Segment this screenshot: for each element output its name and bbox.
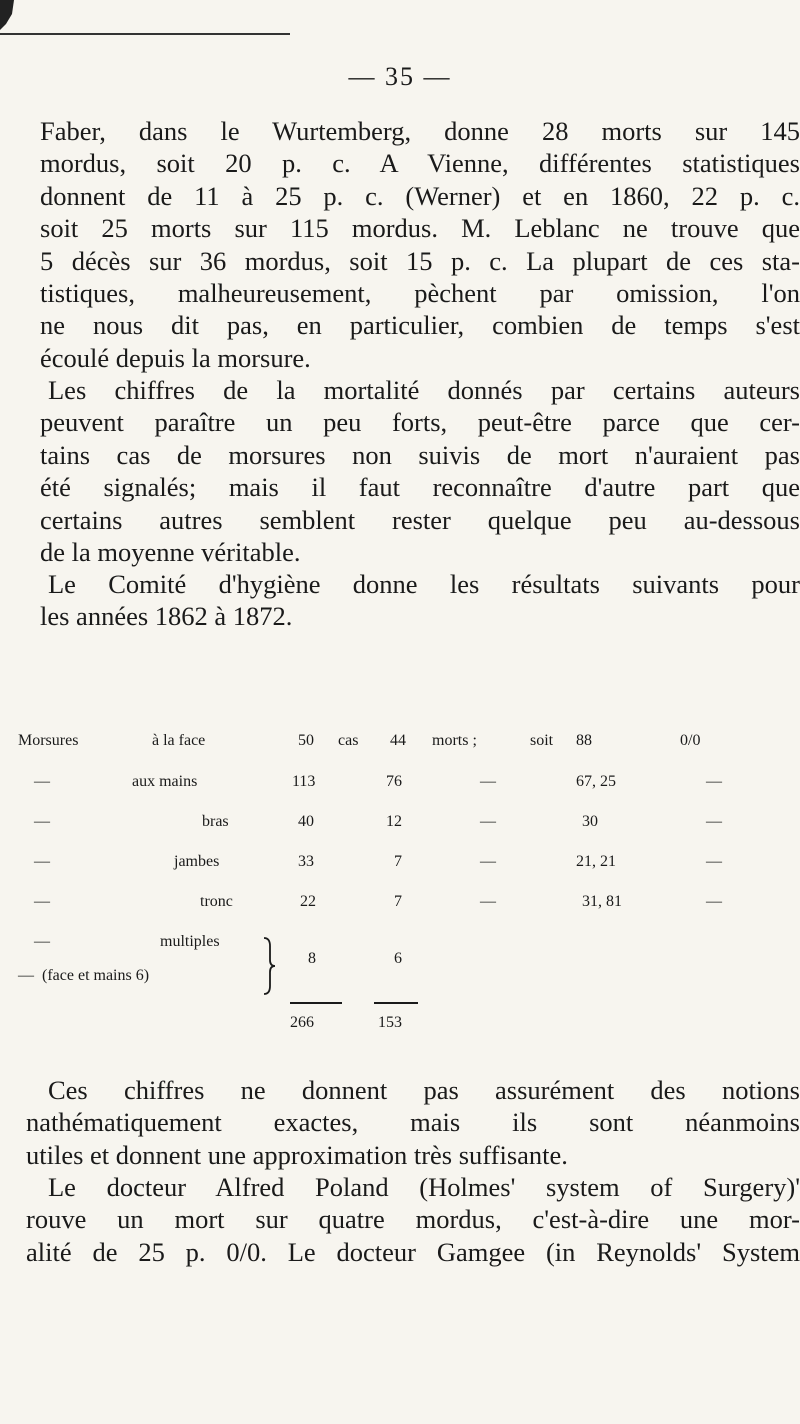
text-line: été signalés; mais il faut reconnaître d'autre part que <box>40 472 800 503</box>
scan-edge-mark <box>0 0 300 38</box>
paragraph-2 <box>40 374 800 568</box>
cases-value: 40 <box>298 813 314 830</box>
cases-value: 33 <box>298 853 314 870</box>
text-line: Les chiffres de la mortalité donnés par certains auteurs <box>48 375 800 405</box>
cases-word: cas <box>338 732 359 749</box>
cases-value: 50 <box>298 732 314 749</box>
deaths-value: 7 <box>394 853 402 870</box>
text-line: peuvent paraître un peu forts, peut-être parce que cer- <box>40 407 800 438</box>
text-line: Faber, dans le Wurtemberg, donne 28 morts sur 145 <box>40 116 800 146</box>
percent-unit: — <box>706 893 722 910</box>
text-line: ne nous dit pas, en particulier, combien de temps s'est <box>40 310 800 341</box>
cases-total: 266 <box>290 1014 314 1031</box>
brace-icon <box>262 936 276 996</box>
text-line: utiles et donnent une approximation très suffisante. <box>26 1139 568 1170</box>
percent-unit: 0/0 <box>680 732 701 749</box>
text-line: Le docteur Alfred Poland (Holmes' system of Surgery)' <box>48 1172 800 1202</box>
row-prefix: — <box>18 967 34 984</box>
cases-value: 8 <box>308 950 316 967</box>
row-prefix: — <box>34 813 50 830</box>
soit-word: soit <box>530 732 554 749</box>
text-line: tains cas de morsures non suivis de mort n'auraient pas <box>40 439 800 470</box>
dash: — <box>480 773 496 790</box>
paragraph-4 <box>26 1074 800 1171</box>
text-line: rouve un mort sur quatre mordus, c'est-à-dire une mor- <box>26 1204 800 1235</box>
text-line: Le Comité d'hygiène donne les résultats suivants pour <box>48 569 800 599</box>
row-prefix: Morsures <box>18 732 79 749</box>
row-label: (face et mains 6) <box>42 967 150 984</box>
deaths-value: 44 <box>390 732 406 749</box>
text-line: soit 25 morts sur 115 mordus. M. Leblanc ne trouve que <box>40 213 800 244</box>
row-label: multiples <box>160 933 220 950</box>
text-line: 5 décès sur 36 mordus, soit 15 p. c. La plupart de ces sta- <box>40 245 800 276</box>
deaths-total: 153 <box>378 1014 402 1031</box>
dash: — <box>480 853 496 870</box>
deaths-value: 7 <box>394 893 402 910</box>
deaths-value: 6 <box>394 950 402 967</box>
row-prefix: — <box>34 933 50 950</box>
percent-value: 30 <box>582 813 598 830</box>
row-label: tronc <box>200 893 233 910</box>
text-line: certains autres semblent rester quelque peu au-dessous <box>40 504 800 535</box>
deaths-word: morts ; <box>432 732 477 749</box>
percent-unit: — <box>706 773 722 790</box>
row-prefix: — <box>34 853 50 870</box>
percent-value: 31, 81 <box>582 893 622 910</box>
sum-rule <box>290 1002 342 1004</box>
row-prefix: — <box>34 893 50 910</box>
percent-unit: — <box>706 853 722 870</box>
row-label: bras <box>202 813 229 830</box>
dash: — <box>480 893 496 910</box>
row-label: à la face <box>152 732 206 749</box>
percent-unit: — <box>706 813 722 830</box>
sum-rule <box>374 1002 418 1004</box>
paragraph-5 <box>26 1171 800 1268</box>
row-prefix: — <box>34 773 50 790</box>
text-line: donnent de 11 à 25 p. c. (Werner) et en 1860, 22 p. c. <box>40 180 800 211</box>
text-line: mordus, soit 20 p. c. A Vienne, différentes statistiques <box>40 148 800 179</box>
cases-value: 22 <box>300 893 316 910</box>
deaths-value: 76 <box>386 773 402 790</box>
cases-value: 113 <box>292 773 316 790</box>
text-line: nathématiquement exactes, mais ils sont néanmoins <box>26 1107 800 1138</box>
deaths-value: 12 <box>386 813 402 830</box>
page-number: — 35 — <box>348 62 452 91</box>
text-line: tistiques, malheureusement, pèchent par omission, l'on <box>40 277 800 308</box>
percent-value: 67, 25 <box>576 773 616 790</box>
text-line: les années 1862 à 1872. <box>40 601 293 632</box>
text-line: alité de 25 p. 0/0. Le docteur Gamgee (in Reynolds' System <box>26 1236 800 1267</box>
text-line: écoulé depuis la morsure. <box>40 342 311 373</box>
paragraph-1 <box>40 115 800 374</box>
text-line: de la moyenne véritable. <box>40 536 301 567</box>
row-label: jambes <box>174 853 220 870</box>
dash: — <box>480 813 496 830</box>
paragraph-3 <box>40 568 800 633</box>
text-line: Ces chiffres ne donnent pas assurément des notions <box>48 1075 800 1105</box>
percent-value: 21, 21 <box>576 853 616 870</box>
percent-value: 88 <box>576 732 592 749</box>
row-label: aux mains <box>132 773 198 790</box>
